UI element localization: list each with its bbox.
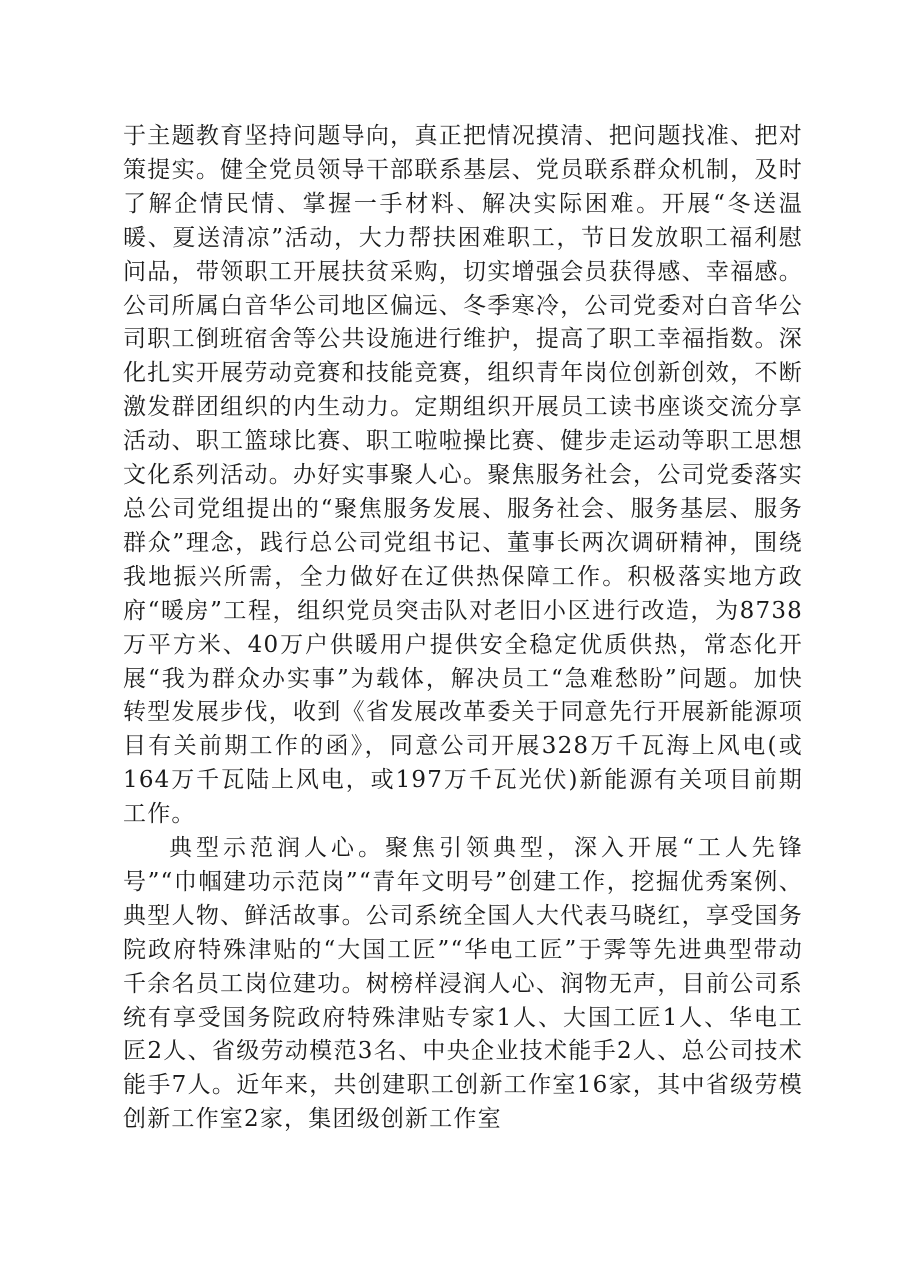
body-text bbox=[123, 120, 803, 1137]
paragraph-typical-model: 典型示范润人心。聚焦引领典型，深入开展“工人先锋号”“巾帼建功示范岗”“青年文明号”创建工作，挖掘优秀案例、典型人物、鲜活故事。公司系统全国人大代表马晓红，享受国务院政府特殊津贴的“大国工匠”“华电工匠”于霁等先进典型带动千余名员工岗位建功。树榜样浸润人心、润物无声，目前公司系统有享受国务院政府特殊津贴专家1人、大国工匠1人、华电工匠2人、省级劳动模范3名、中央企业技术能手2人、总公司技术能手7人。近年来，共创建职工创新工作室16家，其中省级劳模创新工作室2家，集团级创新工作室 bbox=[123, 835, 803, 1133]
paragraph-continued: 于主题教育坚持问题导向，真正把情况摸清、把问题找准、把对策提实。健全党员领导干部联系基层、党员联系群众机制，及时了解企情民情、掌握一手材料、解决实际困难。开展“冬送温暖、夏送清凉”活动，大力帮扶困难职工，节日发放职工福利慰问品，带领职工开展扶贫采购，切实增强会员获得感、幸福感。公司所属白音华公司地区偏远、冬季寒冷，公司党委对白音华公司职工倒班宿舍等公共设施进行维护，提高了职工幸福指数。深化扎实开展劳动竞赛和技能竞赛，组织青年岗位创新创效，不断激发群团组织的内生动力。定期组织开展员工读书座谈交流分享活动、职工篮球比赛、职工啦啦操比赛、健步走运动等职工思想文化系列活动。办好实事聚人心。聚焦服务社会，公司党委落实总公司党组提出的“聚焦服务发展、服务社会、服务基层、服务群众”理念，践行总公司党组书记、董事长两次调研精神，围绕我地振兴所需，全力做好在辽供热保障工作。积极落实地方政府“暖房”工程，组织党员突击队对老旧小区进行改造，为8738万平方米、40万户供暖用户提供安全稳定优质供热，常态化开展“我为群众办实事”为载体，解决员工“急难愁盼”问题。加快转型发展步伐，收到《省发展改革委关于同意先行开展新能源项目有关前期工作的函》，同意公司开展328万千瓦海上风电(或164万千瓦陆上风电，或197万千瓦光伏)新能源有关项目前期工作。 bbox=[123, 123, 803, 828]
